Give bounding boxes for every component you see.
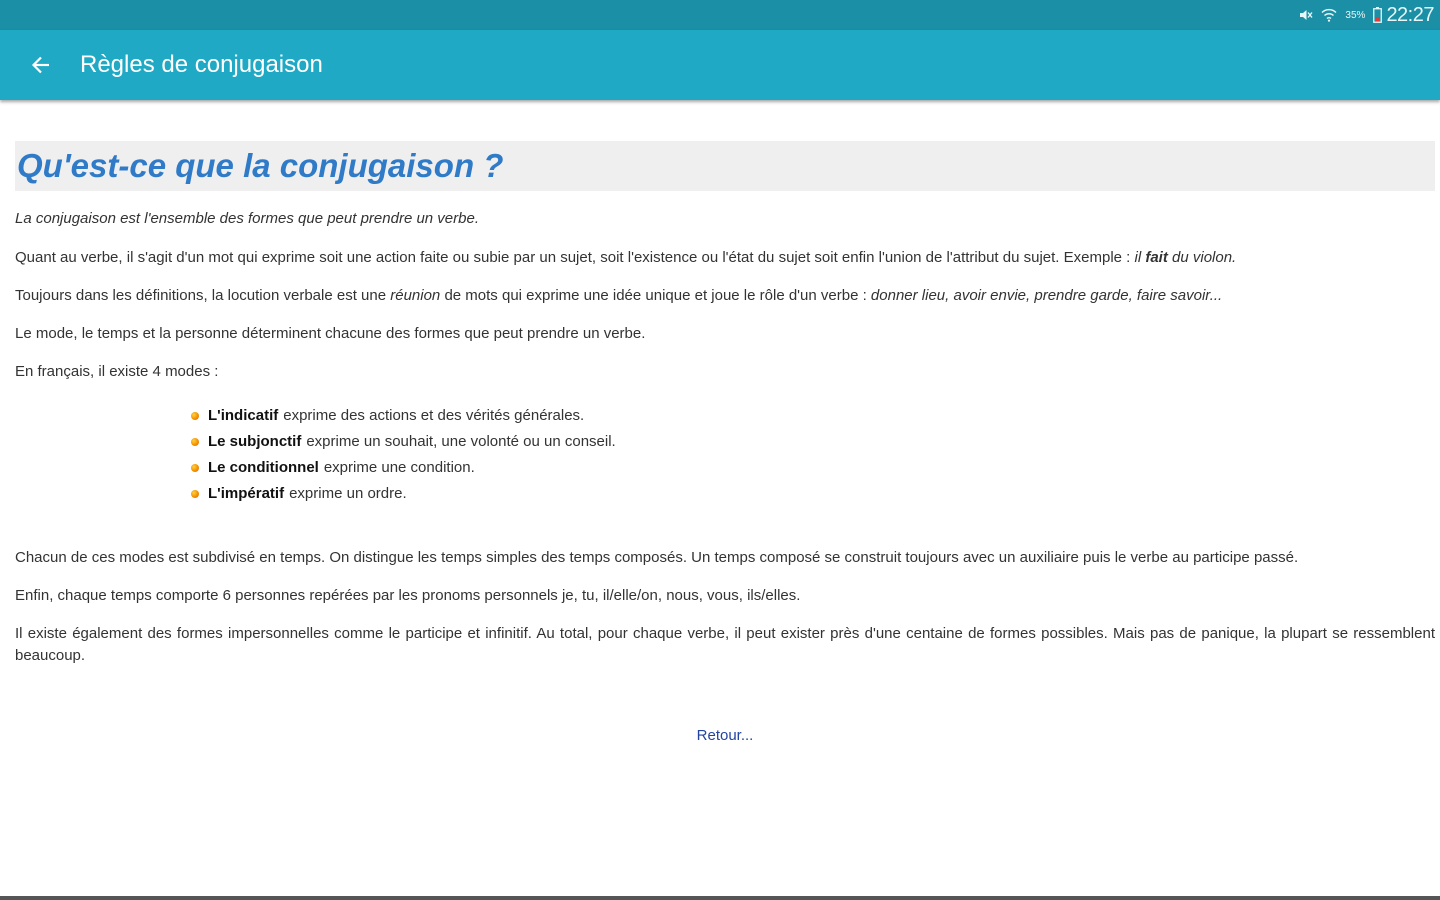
arrow-left-icon — [30, 54, 52, 76]
mode-name: L'impératif — [208, 485, 285, 502]
mode-description: exprime un ordre. — [289, 485, 407, 502]
battery-icon — [1373, 7, 1382, 23]
orange-bullet-icon — [191, 464, 199, 472]
page-title: Qu'est-ce que la conjugaison ? — [15, 141, 1435, 191]
mode-paragraph: Le mode, le temps et la personne déterminent chacune des formes que peut prendre un verbe. — [15, 325, 646, 342]
back-link[interactable]: Retour... — [696, 727, 754, 744]
list-item — [191, 403, 1435, 429]
list-item — [191, 455, 1435, 481]
mode-description: exprime une condition. — [323, 459, 475, 476]
list-item — [191, 429, 1435, 455]
verbe-paragraph — [15, 247, 1435, 269]
list-item — [191, 481, 1435, 507]
orange-bullet-icon — [191, 490, 199, 498]
modes-intro-paragraph: En français, il existe 4 modes : — [15, 363, 219, 380]
status-bar — [0, 0, 1440, 30]
status-clock: 22:27 — [1386, 3, 1434, 26]
orange-bullet-icon — [191, 438, 199, 446]
wifi-icon — [1321, 8, 1337, 22]
mode-name: Le conditionnel — [208, 459, 319, 476]
mode-name: L'indicatif — [208, 407, 279, 424]
verbe-example-bold: fait — [1145, 249, 1168, 266]
orange-bullet-icon — [191, 412, 199, 420]
formes-paragraph: Il existe également des formes impersonnelles comme le participe et infinitif. Au total, pour chaque verbe, il peut exister près d'une centaine de formes possibles. Mais pas de panique, la plupart se ressemblent beaucoup. — [15, 625, 1435, 664]
mode-description: exprime un souhait, une volonté ou un conseil. — [306, 433, 616, 450]
mode-description: exprime des actions et des vérités générales. — [283, 407, 585, 424]
mode-name: Le subjonctif — [208, 433, 302, 450]
back-button[interactable] — [19, 43, 63, 87]
app-title: Règles de conjugaison — [80, 51, 323, 78]
bottom-divider — [0, 896, 1440, 900]
locution-examples: donner lieu, avoir envie, prendre garde, faire savoir... — [870, 287, 1223, 304]
locution-paragraph: Toujours dans les définitions, la locution verbale est une réunion de mots qui exprime une idée unique et joue le rôle d'un verbe : donner lieu, avoir envie, prendre garde, faire savoir... — [15, 287, 1223, 304]
temps-paragraph: Chacun de ces modes est subdivisé en temps. On distingue les temps simples des temps composés. Un temps composé se construit toujours avec un auxiliaire puis le verbe au participe passé. — [15, 549, 1299, 566]
mute-icon — [1299, 8, 1313, 22]
article-content — [15, 141, 1435, 745]
intro-paragraph: La conjugaison est l'ensemble des formes que peut prendre un verbe. — [15, 210, 479, 227]
locution-term: réunion — [390, 287, 441, 304]
personnes-paragraph: Enfin, chaque temps comporte 6 personnes repérées par les pronoms personnels je, tu, il/elle/on, nous, vous, ils/elles. — [15, 587, 801, 604]
back-link-container — [15, 727, 1435, 745]
app-bar — [0, 30, 1440, 100]
verbe-example: il fait du violon. — [1134, 249, 1237, 266]
modes-list — [15, 403, 1435, 507]
verbe-text: Quant au verbe, il s'agit d'un mot qui exprime soit une action faite ou subie par un sujet, soit l'existence ou l'état du sujet soit enfin l'union de l'attribut du sujet. Exemple : — [15, 249, 1135, 266]
battery-percent: 35% — [1345, 9, 1366, 21]
